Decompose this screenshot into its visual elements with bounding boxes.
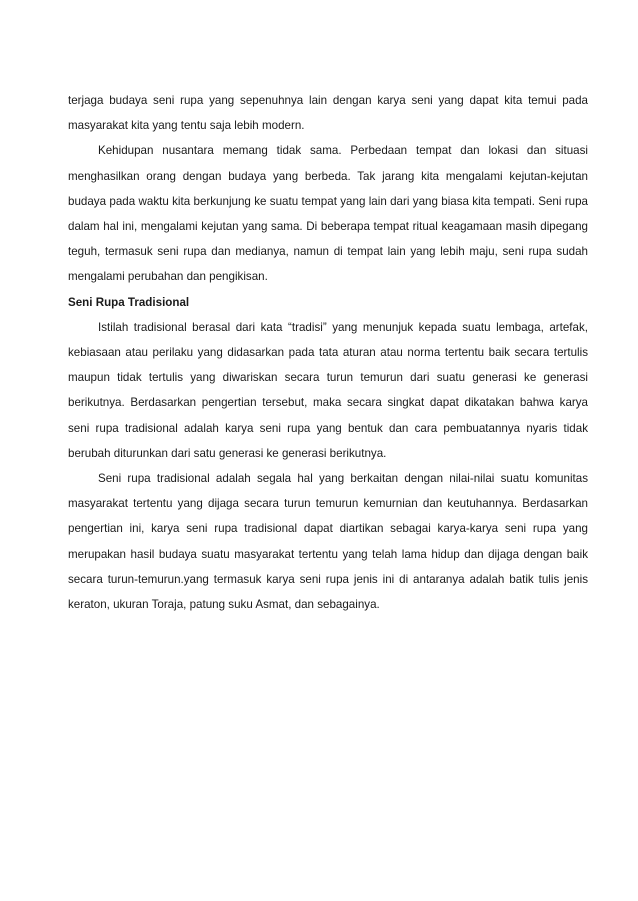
paragraph-kehidupan-nusantara: Kehidupan nusantara memang tidak sama. Perbedaan tempat dan lokasi dan situasi menghasilkan orang dengan budaya yang berbeda. Tak jarang kita mengalami kejutan-kejutan budaya pada waktu kita berkunjung ke suatu tempat yang lain dari yang biasa kita tempati. Seni rupa dalam hal ini, mengalami kejutan yang sama. Di beberapa tempat ritual keagamaan masih dipegang teguh, termasuk seni rupa dan medianya, namun di tempat lain yang lebih maju, seni rupa sudah mengalami perubahan dan pengikisan. [68,144,588,284]
document-page [68,88,588,617]
paragraph-continuation: terjaga budaya seni rupa yang sepenuhnya lain dengan karya seni yang dapat kita temui pada masyarakat kita yang tentu saja lebih modern. [68,94,588,133]
paragraph-seni-rupa-tradisional: Seni rupa tradisional adalah segala hal yang berkaitan dengan nilai-nilai suatu komunitas masyarakat tertentu yang dijaga secara turun temurun kemurnian dan keutuhannya. Berdasarkan pengertian ini, karya seni rupa tradisional dapat diartikan sebagai karya-karya seni rupa yang merupakan hasil budaya suatu masyarakat tertentu yang telah lama hidup dan dijaga dengan baik secara turun-temurun.yang termasuk karya seni rupa jenis ini di antaranya adalah batik tulis jenis keraton, ukuran Toraja, patung suku Asmat, dan sebagainya. [68,472,588,612]
paragraph-istilah-tradisional: Istilah tradisional berasal dari kata “tradisi” yang menunjuk kepada suatu lembaga, artefak, kebiasaan atau perilaku yang didasarkan pada tata aturan atau norma tertentu baik secara tertulis maupun tidak tertulis yang diwariskan secara turun temurun dari suatu generasi ke generasi berikutnya. Berdasarkan pengertian tersebut, maka secara singkat dapat dikatakan bahwa karya seni rupa tradisional adalah karya seni rupa yang bentuk dan cara pembuatannya nyaris tidak berubah diturunkan dari satu generasi ke generasi berikutnya. [68,320,588,460]
section-heading: Seni Rupa Tradisional [68,295,190,309]
